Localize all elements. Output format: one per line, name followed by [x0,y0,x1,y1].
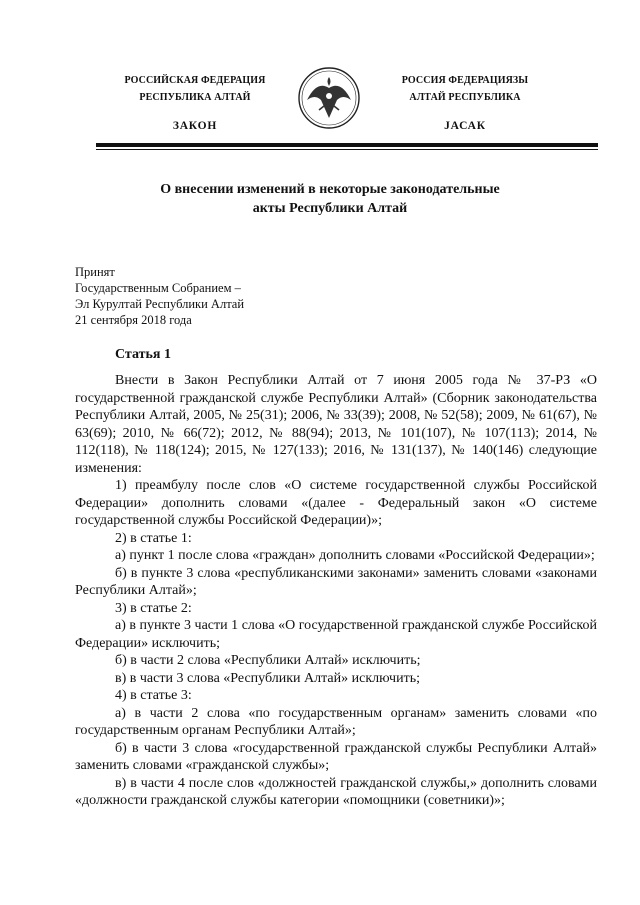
coat-of-arms-altai-icon [297,66,361,130]
article-paragraph: а) пункт 1 после слова «граждан» дополнить словами «Российской Федерации»; [115,548,595,563]
header-rule-thin [96,149,598,150]
header-right-republic: АЛТАЙ РЕСПУБЛИКА [409,92,521,103]
article-paragraph: 3) в статье 2: [115,600,192,616]
adoption-line: Эл Курултай Республики Алтай [75,297,245,311]
article-paragraph: а) в части 2 слова «по государственным органам» заменить словами «по государственным органам Республики Алтай»; [75,705,597,738]
law-title-line: акты Республики Алтай [252,201,408,216]
article-paragraph: а) в пункте 3 части 1 слова «О государственной гражданской службе Российской Федерации» исключить; [75,618,597,651]
adoption-line: Принят [75,265,115,279]
article-body [75,372,597,810]
article-paragraph: Внести в Закон Республики Алтай от 7 июня 2005 года № 37-РЗ «О государственной гражданской службе Республики Алтай» (Сборник законодательства Республики Алтай, 2005, № 25(31); 2006, № 33(39); 2008, № 52(58); 2009, № 61(67), № 63(69); 2010, № 66(72); 2012, № 88(94); 2013, № 101(107), № 107(113); 2014, № 112(118), № 118(124); 2015, № 127(133); 2016, № 131(137), № 140(146) следующие изменения: [75,373,597,476]
header-right [365,72,565,135]
law-title [80,180,580,218]
header-left [95,72,295,135]
header-rule-thick [96,143,598,147]
header-right-law: ЈАСАК [444,120,486,132]
article-paragraph: б) в части 3 слова «государственной гражданской службы Республики Алтай» заменить словами «гражданской службы»; [75,740,597,773]
article-paragraph: в) в части 4 после слов «должностей гражданской службы,» дополнить словами «должности гражданской службы категории «помощники (советники)»; [75,775,597,808]
law-title-line: О внесении изменений в некоторые законодательные [160,182,500,197]
article-paragraph: 1) преамбулу после слов «О системе государственной службы Российской Федерации» дополнить словами «(далее - Федеральный закон «О системе государственной службы Российской Федерации)»; [75,478,597,528]
article-paragraph: в) в части 3 слова «Республики Алтай» исключить; [115,670,420,686]
article-heading: Статья 1 [115,347,171,362]
header-left-law: ЗАКОН [172,120,218,132]
header-right-country: РОССИЯ ФЕДЕРАЦИЯЗЫ [401,75,529,86]
header-left-country: РОССИЙСКАЯ ФЕДЕРАЦИЯ [124,75,266,86]
header-left-republic: РЕСПУБЛИКА АЛТАЙ [139,92,251,103]
article-paragraph: б) в пункте 3 слова «республиканскими законами» заменить словами «законами Республики Алтай»; [75,565,597,598]
adoption-date: 21 сентября 2018 года [75,313,192,327]
article-paragraph: б) в части 2 слова «Республики Алтай» исключить; [115,653,421,668]
article-paragraph: 2) в статье 1: [115,530,192,546]
adoption-line: Государственным Собранием – [75,281,241,295]
article-paragraph: 4) в статье 3: [115,688,192,703]
adoption-info [75,264,395,328]
